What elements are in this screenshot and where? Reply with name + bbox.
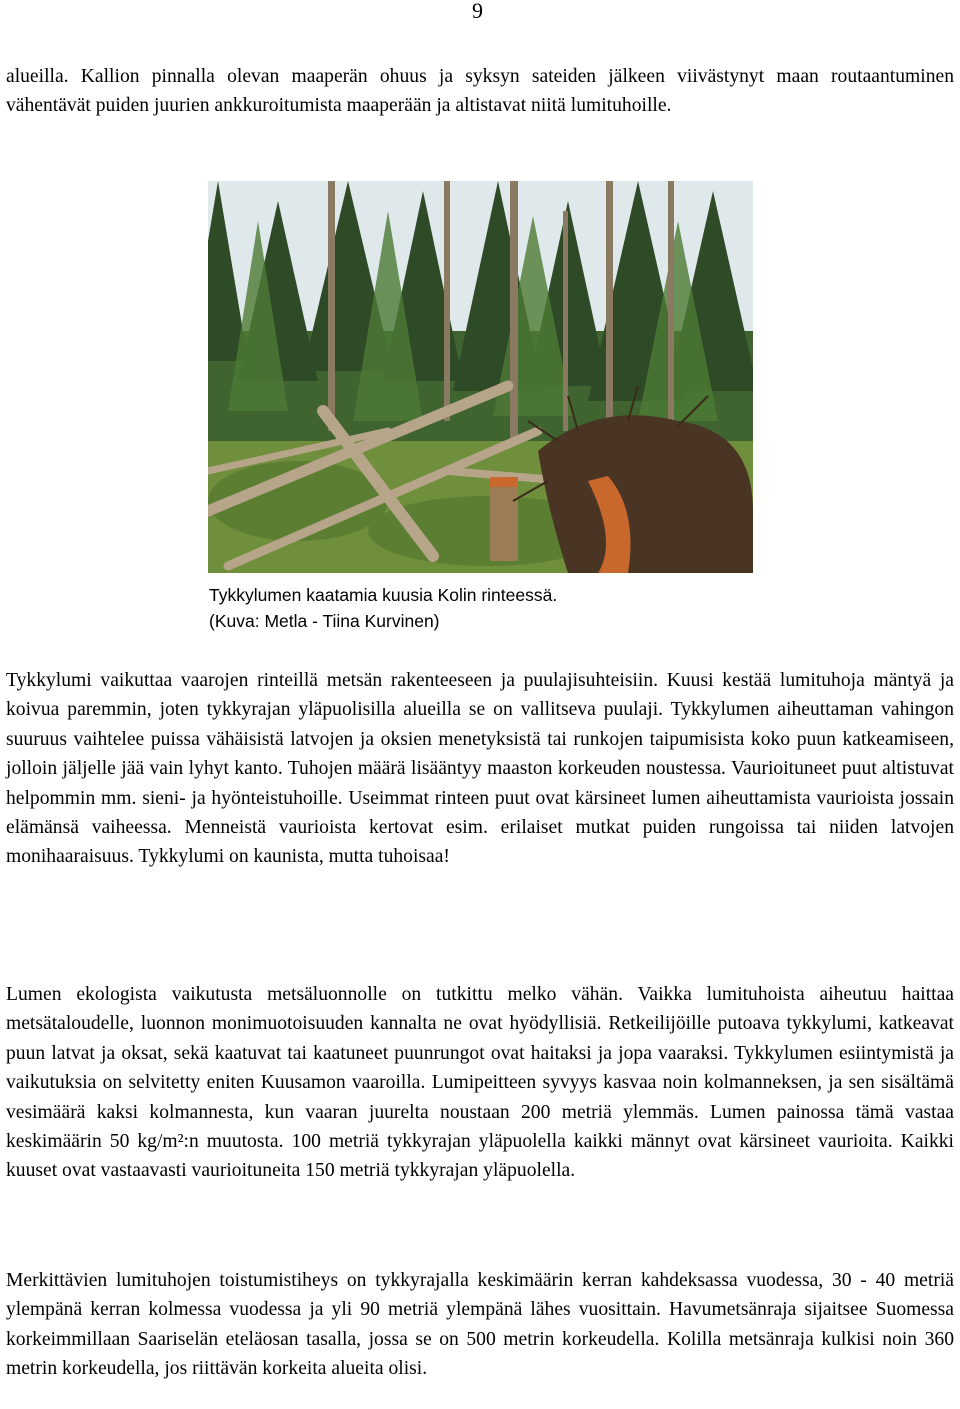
page-number: 9 [472,0,483,23]
paragraph-4: Merkittävien lumituhojen toistumistiheys on tykkyrajalla keskimäärin kerran kahdeksassa vuodessa, 30 - 40 metriä ylempänä kerran kolmessa vuodessa ja yli 90 metriä ylempänä lähes vuosittain. Havumetsänraja sijaitsee Suomessa korkeimmillaan Saariselän eteläosan tasalla, jossa se on 500 metrin korkeudella. Kolilla metsänraja kulkisi noin 360 metrin korkeudella, jos riittävän korkeita alueita olisi. [6,1270,954,1380]
paragraph-3: Lumen ekologista vaikutusta metsäluonnolle on tutkittu melko vähän. Vaikka lumituhoista aiheutuu haittaa metsätaloudelle, luonnon monimuotoisuuden kannalta ne ovat hyödyllisiä. Retkeilijöille putoava tykkylumi, katkeavat puun latvat ja oksat, sekä kaatuvat tai kaatuneet puunrungot ovat haitaksi ja jopa vaaraksi. Tykkylumen esiintymistä ja vaikutuksia on selvitetty eniten Kuusamon vaaroilla. Lumipeitteen syvyys kasvaa noin kolmanneksen, ja sen sisältämä vesimäärä kaksi kolmannesta, kun vaaran juurelta noustaan 200 metriä ylemmäs. Lumen painossa tämä vastaa keskimäärin 50 kg/m²:n muutosta. 100 metriä tykkyrajan yläpuolella kaikki männyt ovat kärsineet vaurioita. Kaikki kuuset ovat vastaavasti vaurioituneita 150 metriä tykkyrajan yläpuolella. [6,984,954,1182]
paragraph-1: alueilla. Kallion pinnalla olevan maaperän ohuus ja syksyn sateiden jälkeen viivästynyt maan routaantuminen vähentävät puiden juurien ankkuroitumista maaperään ja altistavat niitä lumituhoille. [6,66,954,117]
caption-line-2: (Kuva: Metla - Tiina Kurvinen) [209,611,440,631]
paragraph-2: Tykkylumi vaikuttaa vaarojen rinteillä metsän rakenteeseen ja puulajisuhteisiin. Kuusi kestää lumituhoja mäntyä ja koivua paremmin, joten tykkyrajan yläpuolisilla alueilla se on vallitseva puulaji. Tykkylumen aiheuttaman vahingon suuruus vaihtelee puissa vähäisistä latvojen ja oksien menetyksistä tai runkojen taipumisista koko puun katkeamiseen, jolloin jäljelle jää vain lyhyt kanto. Tuhojen määrä lisääntyy maaston korkeuden noustessa. Vaurioituneet puut altistuvat helpommin mm. sieni- ja hyönteistuhoille. Useimmat rinteen puut ovat kärsineet lumen aiheuttamista vaurioista jossain elämänsä vaiheessa. Menneistä vaurioista kertovat esim. erilaiset mutkat puiden rungoissa tai niiden latvojen monihaaraisuus. Tykkylumi on kaunista, mutta tuhoisaa! [6,670,954,868]
forest-photo [208,181,753,573]
caption-line-1: Tykkylumen kaatamia kuusia Kolin rinteessä. [209,585,558,605]
figure-caption [209,582,557,634]
